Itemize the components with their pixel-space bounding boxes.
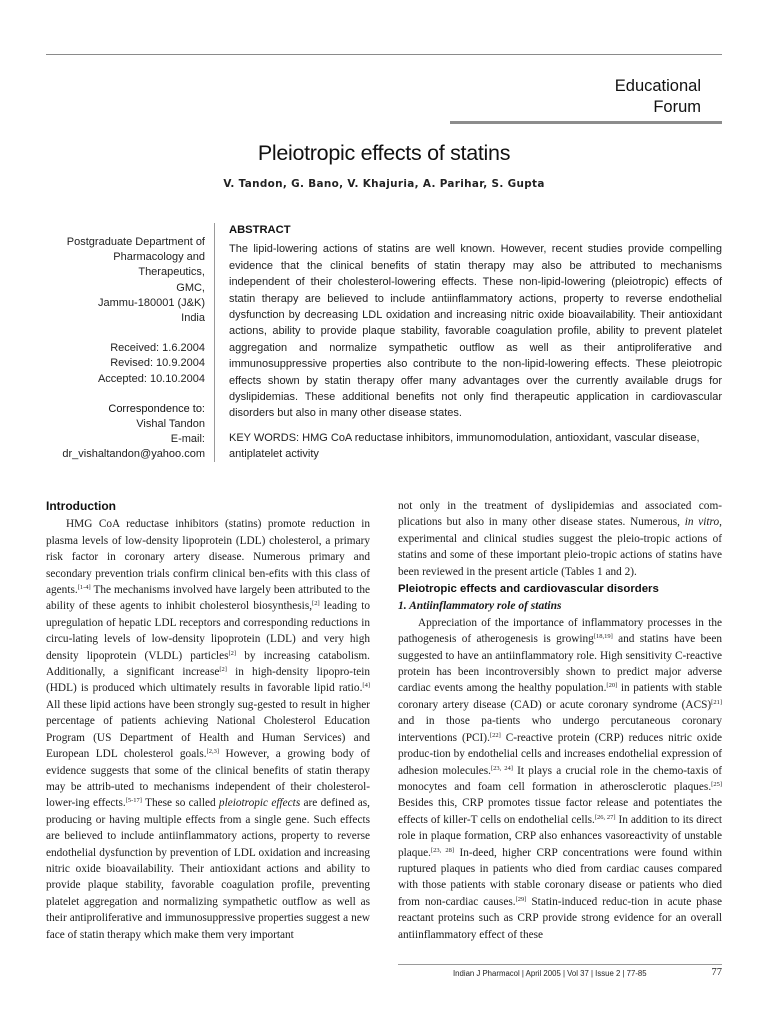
citation: [2] — [312, 600, 320, 608]
affiliation-sidebar — [46, 235, 205, 478]
keywords-text: HMG CoA reductase inhibitors, immunomodulation, antioxidant, vascular disease, antiplatelet activity — [229, 431, 700, 461]
section-tag-bar — [450, 121, 722, 124]
journal-citation: Indian J Pharmacol | April 2005 | Vol 37 | Issue 2 | 77-85 — [453, 969, 647, 978]
section-tag — [560, 76, 701, 118]
affiliation-line: Pharmacology and — [113, 251, 205, 264]
section-tag-line2: Forum — [653, 98, 701, 116]
abstract — [229, 222, 722, 463]
footer-rule — [398, 964, 722, 965]
abstract-heading: ABSTRACT — [229, 224, 291, 236]
citation: [5-17] — [125, 797, 142, 805]
antiinflammatory-heading: 1. Antiinflammatory role of statins — [398, 600, 562, 613]
sidebar-divider — [214, 223, 215, 462]
affiliation-line: India — [181, 312, 205, 325]
article-title: Pleiotropic effects of statins — [257, 141, 511, 165]
page-number: 77 — [711, 967, 722, 978]
left-column — [46, 498, 370, 943]
citation: [29] — [515, 895, 527, 903]
email-address[interactable]: dr_vishaltandon@yahoo.com — [62, 448, 205, 461]
affiliation-line: Jammu-180001 (J&K) — [98, 296, 205, 309]
citation: [1-4] — [77, 584, 91, 592]
introduction-heading: Introduction — [46, 499, 116, 513]
accepted-date: Accepted: 10.10.2004 — [97, 372, 205, 385]
keywords — [229, 430, 722, 463]
citation: [4] — [362, 682, 370, 690]
citation: [2] — [219, 666, 227, 674]
keywords-label: KEY WORDS: — [229, 431, 300, 444]
citation: [2,3] — [206, 748, 220, 756]
introduction-continuation: not only in the treatment of dyslipidemias and associated com-plications but also in many other disease states. Numerous, in vitro, experimental and clinical studies suggest the pleio-tropic actions of statins and some of these important pleio-tropic actions of statins have been reviewed in the present article (Tables 1 and 2). — [398, 500, 722, 578]
citation: [2] — [228, 649, 237, 657]
correspondence-block — [46, 402, 205, 463]
correspondence-heading: Correspondence to: — [108, 402, 205, 415]
correspondence-name: Vishal Tandon — [136, 418, 205, 431]
article-authors: V. Tandon, G. Bano, V. Khajuria, A. Parihar, S. Gupta — [223, 178, 545, 190]
affiliation-line: GMC, — [176, 281, 205, 294]
received-date: Received: 1.6.2004 — [110, 342, 205, 355]
citation: [23, 28] — [430, 846, 455, 854]
citation: [23, 24] — [490, 764, 513, 772]
citation: [20] — [606, 682, 618, 690]
dates-block — [46, 341, 205, 387]
citation: [21] — [711, 698, 722, 706]
introduction-paragraph: HMG CoA reductase inhibitors (statins) promote reduction in plasma levels of low-density lipoprotein (LDL) cholesterol, a primary risk factor in coronary artery disease. Numerous primary and secondary prevention trials confirm clinical ben-efits with this class of agents.[1-4] The mechanisms involved have largely been attributed to the ability of these agents to inhibit cholesterol biosynthesis,[2] leading to upregulation of hepatic LDL receptors and corresponding reductions in circu-lating levels of low-density lipoprotein (LDL) and very high density lipoprotein (VLDL) particles[2] by increasing catabolism. Additionally, a significant increase[2] in high-density lipopro-tein (HDL) is produced which ultimately results in favorable lipid ratio.[4] All these lipid actions have been strongly sug-gested to result in higher percentage of patients achieving National Cholesterol Education Program (US Department of Health and Human Services) and European LDL cholesterol goals.[2,3] However, a growing body of evidence suggests that some of the clinical benefits of statin therapy may be attrib-uted to mechanisms independent of their cholesterol-lower-ing effects.[5-17] These so called pleiotropic effects are defined as, producing or having multiple effects from a single gene. Such effects are believed to include antiinflammatory actions, property to reverse endothelial dysfunction by prevention of LDL oxidation and increasing nitric oxide bioavailability. Their antioxidant actions and ability to provide plaque stability, favorable coagulation profile, preventing platelet aggregation and normalizing sympathetic outflow as well as their antiproliferative and immunosuppressive properties suggest a new face of statin therapy which make them very important — [46, 518, 371, 941]
right-column — [398, 498, 722, 943]
affiliation-block — [46, 235, 205, 326]
cardiovascular-heading: Pleiotropic effects and cardiovascular disorders — [398, 583, 659, 596]
antiinflammatory-paragraph: Appreciation of the importance of inflammatory processes in the pathogenesis of atherogenesis is growing[18,19] and statins have been suggested to have an antiinflammatory role. High sensitivity C-reactive protein has been incontroversibly shown to predict major adverse cardiac events among the healthy population.[20] in patients with stable coronary artery disease (CAD) or acute coronary syndrome (ACS)[21] and in those pa-tients who undergo percutaneous coronary interventions (PCI).[22] C-reactive protein (CRP) reduces nitric oxide produc-tion by endothelial cells and increases endothelial expression of adhesion molecules.[23, 24] It plays a crucial role in the chemo-taxis of monocytes and foam cell formation in atherosclerotic plaques.[25] Besides this, CRP promotes tissue factor release and potentiates the effects of killer-T cells on endothelial cells.[26, 27] In addition to its direct role in plaque formation, CRP also enhances vasoreactivity of unstable plaque.[23, 28] In-deed, higher CRP concentrations were found within ruptured plaques in patients who died from cardiac causes compared with those patients with stable coronary disease or patients who died from non-cardiac causes.[29] Statin-induced reduc-tion in acute phase reactant proteins such as CRP provide strong evidence for an overall antiinflammatory effect of these — [398, 616, 723, 941]
abstract-text: The lipid-lowering actions of statins are well known. However, recent studies provide compelling evidence that the clinical benefits of statin therapy may also be attributed to mechanisms independent of their cholesterol-lowering effects. These non-lipid-lowering (pleiotropic) effects of statin therapy are believed to include antiinflammatory actions, property to reverse endothelial dysfunction by decreasing LDL oxidation and increasing nitric oxide bioavailability. Their antioxidant actions, ability to provide plaque stability, favorable coagulation profile, ability to prevent platelet aggregation and normalize sympathetic outflow as well as their antiproliferative and immunosuppressive properties also contribute to the non-lipid-lowering effects. These pleiotropic effects shown by statin therapy offer many advantages over the currently available drugs for dyslipidemias. These additional benefits not only find therapeutic application in cardiovascular disorders but also in many other disease states. — [229, 243, 722, 420]
citation: [18,19] — [593, 633, 613, 641]
revised-date: Revised: 10.9.2004 — [110, 357, 205, 370]
section-tag-line1: Educational — [614, 77, 701, 95]
citation: [22] — [489, 731, 501, 739]
email-label: E-mail: — [170, 433, 205, 446]
citation: [26, 27] — [594, 813, 616, 821]
top-rule — [46, 54, 722, 55]
affiliation-line: Postgraduate Department of — [66, 236, 205, 248]
citation: [25] — [711, 780, 722, 788]
affiliation-line: Therapeutics, — [138, 266, 205, 279]
